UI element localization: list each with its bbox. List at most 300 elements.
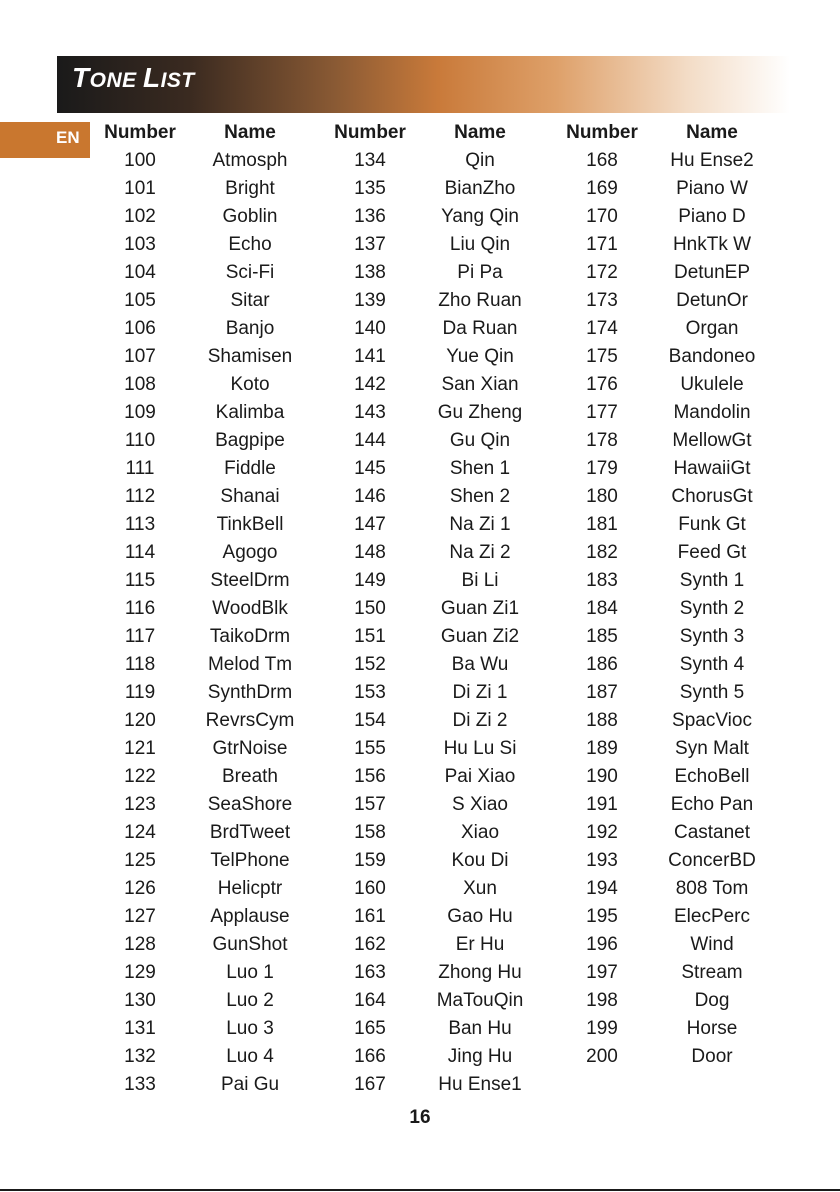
tone-number: 172	[586, 262, 618, 283]
table-row	[557, 707, 777, 735]
tone-number: 184	[586, 598, 618, 619]
tone-number: 111	[125, 458, 155, 479]
table-row	[95, 875, 315, 903]
table-row	[325, 567, 545, 595]
table-row	[557, 735, 777, 763]
table-row	[325, 427, 545, 455]
tone-number: 123	[124, 794, 156, 815]
tone-name: Jing Hu	[447, 1046, 513, 1067]
tone-name: Stream	[681, 962, 743, 983]
tone-number: 156	[354, 766, 386, 787]
table-row	[95, 847, 315, 875]
tone-name: RevrsCym	[205, 710, 295, 731]
table-row	[557, 623, 777, 651]
tone-name: Ban Hu	[448, 1018, 512, 1039]
table-row	[557, 763, 777, 791]
tone-name: Sitar	[230, 290, 270, 311]
number-header: Number	[104, 122, 176, 143]
table-row	[557, 903, 777, 931]
table-header	[325, 119, 545, 147]
table-row	[95, 175, 315, 203]
table-row	[95, 371, 315, 399]
table-row	[325, 931, 545, 959]
table-row	[325, 735, 545, 763]
tone-number: 157	[354, 794, 386, 815]
tone-number: 171	[586, 234, 618, 255]
table-row	[325, 987, 545, 1015]
tone-number: 109	[124, 402, 156, 423]
tone-number: 116	[124, 598, 156, 619]
tone-number: 176	[586, 374, 618, 395]
table-row	[557, 203, 777, 231]
tone-number: 128	[124, 934, 156, 955]
tone-name: 808 Tom	[675, 878, 749, 899]
table-row	[95, 959, 315, 987]
table-row	[95, 455, 315, 483]
tone-name: Syn Malt	[675, 738, 749, 759]
table-row	[325, 259, 545, 287]
tone-number: 189	[586, 738, 618, 759]
tone-number: 129	[124, 962, 156, 983]
table-row	[95, 623, 315, 651]
table-row	[557, 595, 777, 623]
bottom-rule	[0, 1189, 840, 1191]
tone-name: Atmosph	[212, 150, 288, 171]
page-number: 16	[409, 1107, 431, 1128]
tone-name: HawaiiGt	[673, 458, 751, 479]
tone-name: Sci-Fi	[225, 262, 275, 283]
table-row	[325, 287, 545, 315]
tone-name: S Xiao	[452, 794, 508, 815]
tone-name: Qin	[465, 150, 495, 171]
tone-name: Luo 1	[226, 962, 274, 983]
tone-number: 197	[586, 962, 618, 983]
tone-number: 160	[354, 878, 386, 899]
number-header: Number	[566, 122, 638, 143]
table-row	[557, 567, 777, 595]
tone-number: 173	[586, 290, 618, 311]
tone-number: 155	[354, 738, 386, 759]
tone-number: 185	[586, 626, 618, 647]
tone-number: 177	[586, 402, 618, 423]
table-row	[325, 539, 545, 567]
tone-number: 115	[124, 570, 156, 591]
tone-number: 166	[354, 1046, 386, 1067]
table-row	[325, 847, 545, 875]
tone-name: Hu Ense1	[438, 1074, 522, 1095]
tone-name: BrdTweet	[209, 822, 291, 843]
tone-name: Liu Qin	[449, 234, 511, 255]
table-row	[325, 875, 545, 903]
tone-name: Dog	[694, 990, 730, 1011]
tone-number: 106	[124, 318, 156, 339]
tone-name: Breath	[222, 766, 278, 787]
tone-name: SteelDrm	[210, 570, 290, 591]
tone-name: Synth 3	[679, 626, 745, 647]
tone-name: Luo 2	[226, 990, 274, 1011]
tone-number: 151	[354, 626, 386, 647]
table-row	[325, 399, 545, 427]
table-header	[557, 119, 777, 147]
tone-number: 142	[354, 374, 386, 395]
tone-name: San Xian	[441, 374, 519, 395]
table-row	[557, 539, 777, 567]
table-row	[95, 427, 315, 455]
tone-name: DetunEP	[673, 262, 751, 283]
tone-number: 114	[124, 542, 156, 563]
table-row	[325, 903, 545, 931]
table-row	[557, 315, 777, 343]
tone-number: 191	[586, 794, 618, 815]
tone-name: Funk Gt	[678, 514, 746, 535]
table-row	[95, 511, 315, 539]
tone-number: 120	[124, 710, 156, 731]
tone-number: 112	[124, 486, 156, 507]
tone-name: ElecPerc	[673, 906, 751, 927]
tone-name: Wind	[690, 934, 734, 955]
tone-name: Kalimba	[215, 402, 285, 423]
tone-number: 102	[124, 206, 156, 227]
table-row	[557, 1015, 777, 1043]
tone-number: 180	[586, 486, 618, 507]
table-row	[95, 1071, 315, 1099]
page-title	[72, 62, 195, 102]
tone-number: 179	[586, 458, 618, 479]
tone-number: 103	[124, 234, 156, 255]
tone-number: 137	[354, 234, 386, 255]
table-row	[95, 763, 315, 791]
tone-name: Shanai	[220, 486, 280, 507]
tone-name: Ukulele	[680, 374, 744, 395]
tone-number: 127	[124, 906, 156, 927]
tone-name: Synth 2	[679, 598, 745, 619]
tone-name: Bright	[225, 178, 275, 199]
title-initial-2: L	[142, 62, 161, 93]
table-row	[557, 175, 777, 203]
tone-number: 105	[124, 290, 156, 311]
table-row	[325, 1015, 545, 1043]
table-row	[325, 175, 545, 203]
tone-number: 150	[354, 598, 386, 619]
tone-name: Hu Lu Si	[443, 738, 517, 759]
tone-number: 119	[124, 682, 156, 703]
tone-number: 175	[586, 346, 618, 367]
tone-name: EchoBell	[674, 766, 750, 787]
tone-name: Echo	[228, 234, 272, 255]
title-rest-1: ONE	[89, 69, 143, 92]
tone-number: 131	[124, 1018, 156, 1039]
table-row	[325, 763, 545, 791]
tone-number: 183	[586, 570, 618, 591]
tone-number: 152	[354, 654, 386, 675]
tone-name: Yang Qin	[441, 206, 519, 227]
tone-number: 122	[124, 766, 156, 787]
table-row	[95, 707, 315, 735]
tone-name: ConcerBD	[668, 850, 756, 871]
tone-number: 140	[354, 318, 386, 339]
table-row	[95, 987, 315, 1015]
tone-name: Echo Pan	[670, 794, 754, 815]
tone-number: 190	[586, 766, 618, 787]
tone-number: 149	[354, 570, 386, 591]
table-row	[95, 735, 315, 763]
tone-name: Pai Gu	[220, 1074, 280, 1095]
tone-name: Gu Zheng	[437, 402, 523, 423]
tone-name: MaTouQin	[436, 990, 524, 1011]
tone-number: 198	[586, 990, 618, 1011]
tone-number: 188	[586, 710, 618, 731]
tone-name: Piano D	[678, 206, 746, 227]
table-row	[95, 595, 315, 623]
tone-number: 113	[124, 514, 156, 535]
table-row	[557, 679, 777, 707]
tone-number: 148	[354, 542, 386, 563]
table-row	[95, 399, 315, 427]
table-row	[325, 1071, 545, 1099]
table-row	[95, 679, 315, 707]
tone-number: 145	[354, 458, 386, 479]
tone-number: 107	[124, 346, 156, 367]
tone-name: SynthDrm	[207, 682, 293, 703]
table-row	[325, 651, 545, 679]
table-row	[95, 231, 315, 259]
table-row	[557, 427, 777, 455]
tone-name: Feed Gt	[677, 542, 747, 563]
tone-number: 196	[586, 934, 618, 955]
table-row	[325, 595, 545, 623]
tone-name: GunShot	[212, 934, 288, 955]
tone-number: 143	[354, 402, 386, 423]
tone-name: HnkTk W	[672, 234, 752, 255]
tone-name: Castanet	[673, 822, 751, 843]
tone-number: 158	[354, 822, 386, 843]
table-row	[325, 483, 545, 511]
tone-name: WoodBlk	[212, 598, 288, 619]
table-row	[325, 455, 545, 483]
table-row	[557, 231, 777, 259]
tone-number: 101	[124, 178, 156, 199]
tone-name: Shen 2	[449, 486, 511, 507]
tone-name: Agogo	[222, 542, 278, 563]
tone-number: 200	[586, 1046, 618, 1067]
tone-number: 192	[586, 822, 618, 843]
tone-number: 125	[124, 850, 156, 871]
tone-number: 154	[354, 710, 386, 731]
table-header	[95, 119, 315, 147]
tone-name: Hu Ense2	[670, 150, 754, 171]
table-row	[95, 287, 315, 315]
tone-number: 141	[354, 346, 386, 367]
tone-name: Di Zi 1	[452, 682, 508, 703]
table-row	[95, 259, 315, 287]
tone-number: 153	[354, 682, 386, 703]
tone-name: Da Ruan	[442, 318, 518, 339]
table-row	[325, 511, 545, 539]
tone-name: Luo 3	[226, 1018, 274, 1039]
tone-name: Xun	[463, 878, 497, 899]
table-row	[557, 147, 777, 175]
table-row	[557, 819, 777, 847]
table-row	[325, 959, 545, 987]
tone-number: 144	[354, 430, 386, 451]
table-row	[325, 819, 545, 847]
tone-number: 162	[354, 934, 386, 955]
tone-name: TinkBell	[216, 514, 284, 535]
tone-name: Piano W	[676, 178, 748, 199]
tone-number: 187	[586, 682, 618, 703]
tone-name: Pi Pa	[457, 262, 503, 283]
tone-name: Na Zi 1	[449, 514, 511, 535]
table-row	[557, 931, 777, 959]
tone-number: 108	[124, 374, 156, 395]
title-rest-2: IST	[160, 69, 195, 92]
tone-name: TaikoDrm	[209, 626, 291, 647]
table-row	[325, 203, 545, 231]
tone-number: 117	[124, 626, 156, 647]
table-row	[325, 707, 545, 735]
tone-name: Zho Ruan	[438, 290, 522, 311]
table-row	[557, 791, 777, 819]
tone-number: 100	[124, 150, 156, 171]
tone-number: 193	[586, 850, 618, 871]
tone-number: 139	[354, 290, 386, 311]
tone-number: 136	[354, 206, 386, 227]
table-row	[95, 1043, 315, 1071]
tone-name: Guan Zi1	[440, 598, 520, 619]
name-header: Name	[686, 122, 738, 143]
tone-name: Synth 4	[679, 654, 745, 675]
tone-name: Door	[691, 1046, 733, 1067]
tone-number: 182	[586, 542, 618, 563]
table-row	[325, 147, 545, 175]
tone-name: ChorusGt	[671, 486, 753, 507]
tone-number: 124	[124, 822, 156, 843]
table-row	[557, 287, 777, 315]
tone-number: 174	[586, 318, 618, 339]
table-row	[557, 343, 777, 371]
table-row	[325, 1043, 545, 1071]
tone-number: 126	[124, 878, 156, 899]
tone-name: Horse	[686, 1018, 738, 1039]
tone-number: 132	[124, 1046, 156, 1067]
tone-name: Mandolin	[673, 402, 751, 423]
tone-number: 163	[354, 962, 386, 983]
tone-name: Xiao	[460, 822, 500, 843]
tone-name: SeaShore	[207, 794, 293, 815]
tone-number: 159	[354, 850, 386, 871]
tone-name: Er Hu	[455, 934, 505, 955]
table-row	[557, 651, 777, 679]
tone-number: 133	[124, 1074, 156, 1095]
tone-name: Gu Qin	[449, 430, 511, 451]
tone-number: 181	[586, 514, 618, 535]
table-row	[557, 1043, 777, 1071]
tone-name: Shamisen	[207, 346, 293, 367]
tone-name: Banjo	[225, 318, 275, 339]
tone-name: Na Zi 2	[449, 542, 511, 563]
tone-name: Organ	[685, 318, 739, 339]
tone-name: Applause	[210, 906, 290, 927]
tone-name: Yue Qin	[446, 346, 514, 367]
table-row	[325, 679, 545, 707]
tone-number: 165	[354, 1018, 386, 1039]
table-row	[325, 343, 545, 371]
table-row	[95, 819, 315, 847]
tone-name: SpacVioc	[672, 710, 752, 731]
tone-number: 138	[354, 262, 386, 283]
tone-number: 164	[354, 990, 386, 1011]
table-row	[557, 959, 777, 987]
tone-name: MellowGt	[672, 430, 752, 451]
tone-number: 110	[124, 430, 156, 451]
name-header: Name	[454, 122, 506, 143]
table-row	[557, 483, 777, 511]
table-row	[325, 791, 545, 819]
language-tab: EN	[0, 122, 90, 158]
table-row	[557, 875, 777, 903]
table-row	[95, 1015, 315, 1043]
tone-number: 121	[124, 738, 156, 759]
tone-name: Gao Hu	[447, 906, 513, 927]
table-row	[557, 371, 777, 399]
tone-name: Luo 4	[226, 1046, 274, 1067]
tone-number: 199	[586, 1018, 618, 1039]
tone-number: 168	[586, 150, 618, 171]
tone-name: TelPhone	[210, 850, 290, 871]
tone-name: Di Zi 2	[452, 710, 508, 731]
tone-name: Kou Di	[451, 850, 509, 871]
tone-name: Synth 1	[679, 570, 745, 591]
tone-number: 134	[354, 150, 386, 171]
table-row	[95, 483, 315, 511]
table-row	[325, 623, 545, 651]
table-row	[325, 315, 545, 343]
table-row	[325, 231, 545, 259]
name-header: Name	[224, 122, 276, 143]
tone-number: 195	[586, 906, 618, 927]
table-row	[95, 315, 315, 343]
tone-name: Bagpipe	[215, 430, 285, 451]
tone-table-column-1	[95, 119, 315, 1099]
table-row	[557, 987, 777, 1015]
tone-name: Ba Wu	[451, 654, 509, 675]
tone-number: 161	[354, 906, 386, 927]
tone-number: 178	[586, 430, 618, 451]
tone-number: 167	[354, 1074, 386, 1095]
table-row	[95, 147, 315, 175]
table-row	[557, 847, 777, 875]
tone-number: 194	[586, 878, 618, 899]
table-row	[557, 455, 777, 483]
table-row	[95, 539, 315, 567]
table-row	[557, 259, 777, 287]
tone-name: GtrNoise	[212, 738, 288, 759]
tone-table-column-2	[325, 119, 545, 1099]
tone-name: Synth 5	[679, 682, 745, 703]
number-header: Number	[334, 122, 406, 143]
tone-number: 104	[124, 262, 156, 283]
tone-name: Bi Li	[461, 570, 499, 591]
title-initial-1: T	[72, 62, 90, 93]
tone-name: Goblin	[222, 206, 278, 227]
tone-number: 186	[586, 654, 618, 675]
table-row	[95, 203, 315, 231]
tone-number: 147	[354, 514, 386, 535]
tone-number: 146	[354, 486, 386, 507]
tone-name: Helicptr	[217, 878, 283, 899]
table-row	[95, 903, 315, 931]
tone-name: Zhong Hu	[438, 962, 522, 983]
